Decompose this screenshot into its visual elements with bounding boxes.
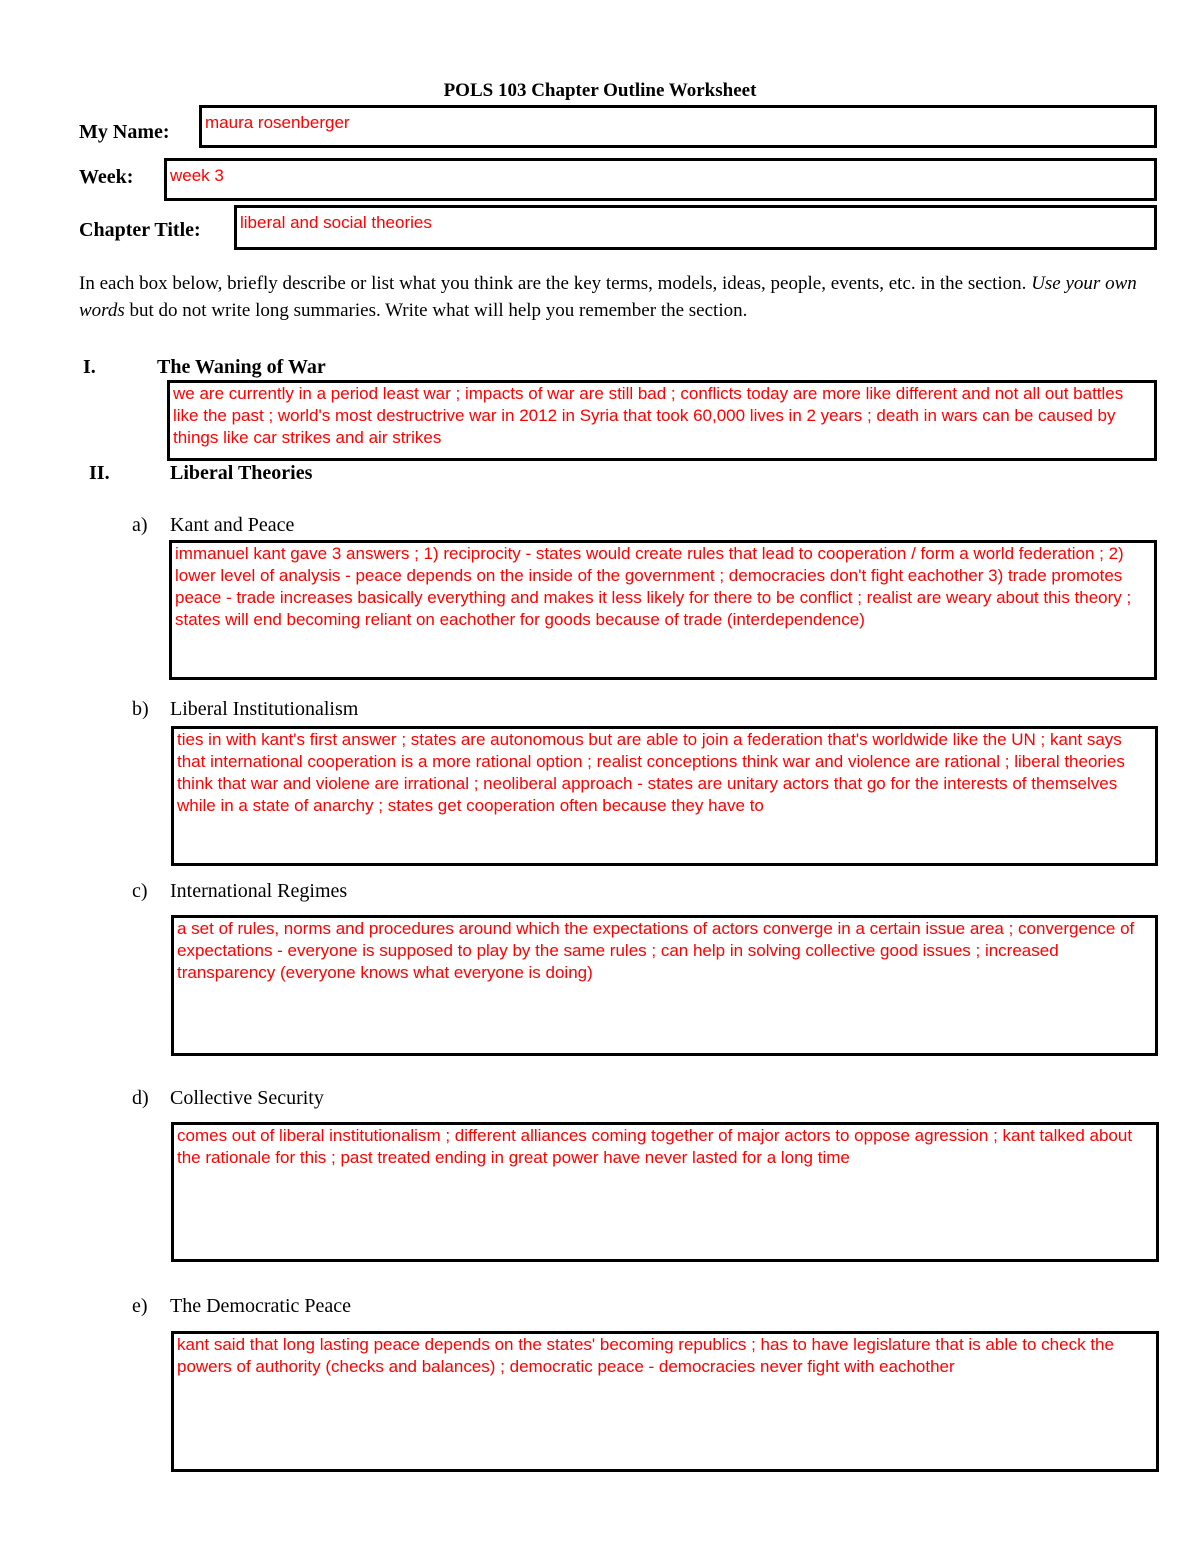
subsection-c-title: International Regimes [170, 880, 348, 902]
liberal-institutionalism-answer: ties in with kant's first answer ; states are autonomous but are able to join a federation that's worldwide like the UN ; kant says that international cooperation is a more rational option ; realist conceptions think war and violence are rational ; liberal theories think that war and violene are irrational ; neoliberal approach - states are unitary actors that go for the interests of themselves while in a state of anarchy ; states get cooperation often because they have to [177, 730, 1125, 815]
instructions-text-b: but do not write long summaries. Write what will help you remember the section. [124, 300, 748, 321]
democratic-peace-answer-box[interactable] [171, 1331, 1159, 1472]
week-field[interactable] [164, 158, 1157, 201]
week-value: week 3 [170, 166, 224, 185]
kant-and-peace-answer-box[interactable] [169, 540, 1157, 680]
subsection-c-letter: c) [132, 880, 148, 902]
name-field[interactable] [199, 105, 1157, 148]
section-1-answer-box[interactable] [167, 380, 1157, 461]
international-regimes-answer: a set of rules, norms and procedures around which the expectations of actors converge in a certain issue area ; convergence of expectations - everyone is supposed to play by the same rules ; can help in solving collective good issues ; increased transparency (everyone knows what everyone is doing) [177, 919, 1135, 982]
instructions [79, 270, 1139, 324]
subsection-a-letter: a) [132, 514, 148, 536]
week-label: Week: [79, 166, 134, 188]
worksheet-title: POLS 103 Chapter Outline Worksheet [443, 80, 757, 101]
collective-security-answer: comes out of liberal institutionalism ; different alliances coming together of major actors to oppose agression ; kant talked about the rationale for this ; past treated ending in great power have never lasted for a long time [177, 1126, 1133, 1167]
chapter-title-field[interactable] [234, 205, 1157, 250]
instructions-emphasis: Use your own words [79, 273, 1137, 321]
democratic-peace-answer: kant said that long lasting peace depends on the states' becoming republics ; has to have legislature that is able to check the powers of authority (checks and balances) ; democratic peace - democracies never fight with eachother [177, 1335, 1114, 1376]
subsection-b-title: Liberal Institutionalism [170, 698, 359, 720]
collective-security-answer-box[interactable] [171, 1122, 1159, 1262]
chapter-title-label: Chapter Title: [79, 219, 201, 241]
liberal-institutionalism-answer-box[interactable] [171, 726, 1158, 866]
subsection-b-letter: b) [132, 698, 149, 720]
subsection-e-letter: e) [132, 1295, 148, 1317]
instructions-text-a: In each box below, briefly describe or list what you think are the key terms, models, ideas, people, events, etc. in the section. [79, 273, 1032, 294]
section-2-numeral: II. [89, 462, 110, 484]
name-label: My Name: [79, 121, 170, 143]
kant-and-peace-answer: immanuel kant gave 3 answers ; 1) reciprocity - states would create rules that lead to cooperation / form a world federation ; 2) lower level of analysis - peace depends on the inside of the government ; democracies don't fight eachother 3) trade promotes peace - trade increases basically everything and makes it less likely for there to be conflict ; realist are weary about this theory ; states will end becoming reliant on eachother for goods because of trade (interdependence) [175, 544, 1132, 629]
international-regimes-answer-box[interactable] [171, 915, 1158, 1056]
section-1-title: The Waning of War [157, 356, 326, 378]
section-1-numeral: I. [83, 356, 96, 378]
subsection-e-title: The Democratic Peace [170, 1295, 352, 1317]
subsection-d-letter: d) [132, 1087, 149, 1109]
chapter-title-value: liberal and social theories [240, 213, 432, 232]
subsection-d-title: Collective Security [170, 1087, 324, 1109]
name-value: maura rosenberger [205, 113, 350, 132]
section-1-answer: we are currently in a period least war ; impacts of war are still bad ; conflicts today are more like different and not all out battles like the past ; world's most destructrive war in 2012 in Syria that took 60,000 lives in 2 years ; death in wars can be caused by things like car strikes and air strikes [173, 384, 1124, 447]
subsection-a-title: Kant and Peace [170, 514, 295, 536]
section-2-title: Liberal Theories [170, 462, 313, 484]
